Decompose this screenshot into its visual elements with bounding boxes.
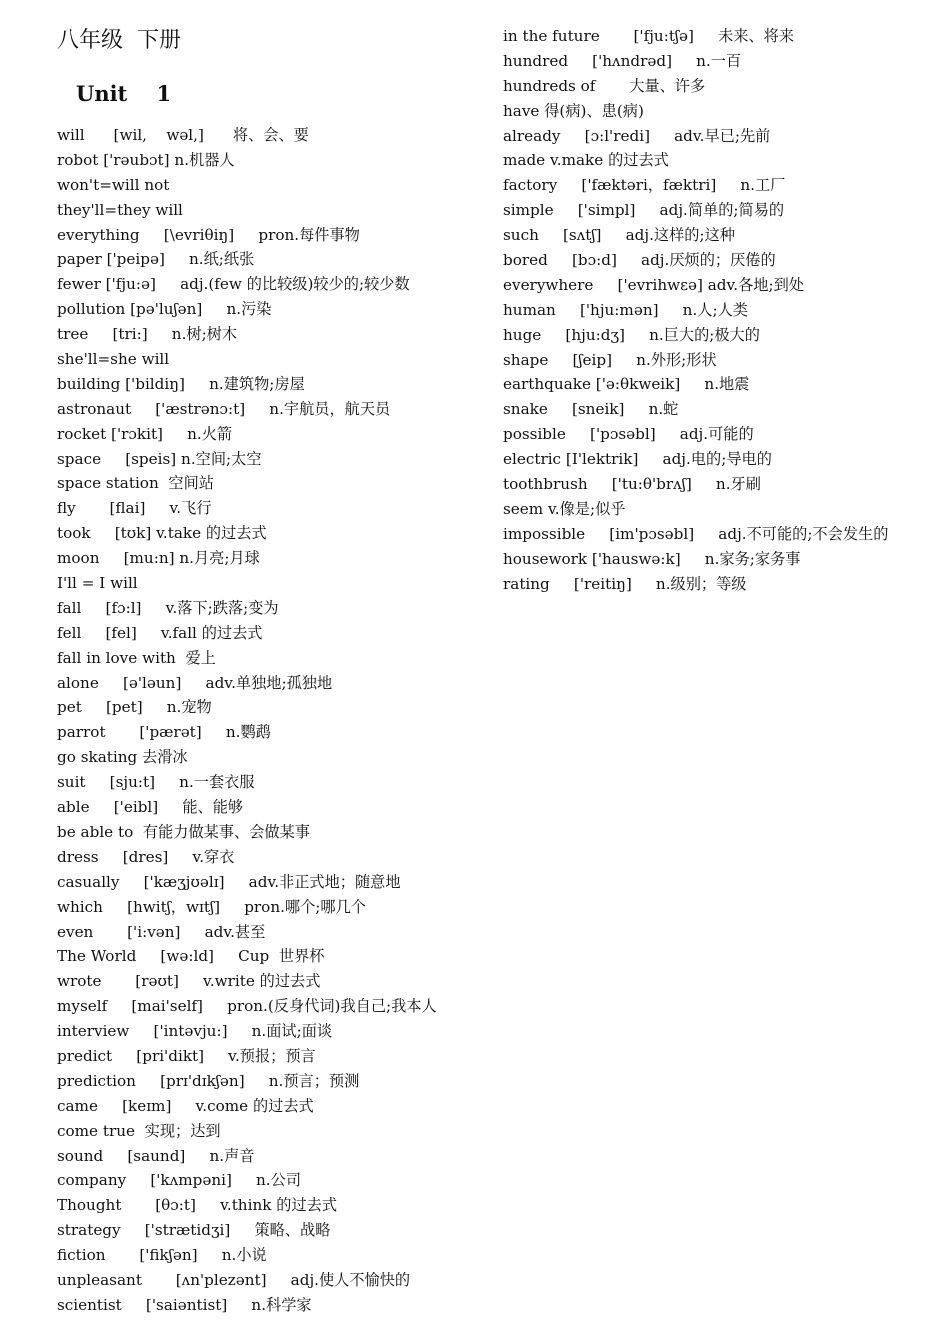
- vocab-entry: will [wil, wəl,] 将、会、要: [57, 126, 309, 144]
- vocab-entry: they'll=they will: [57, 200, 183, 219]
- vocab-entry: fewer ['fju:ə] adj.(few 的比较级)较少的;较少数: [57, 275, 410, 294]
- vocab-entry: tree [tri:] n.树;树木: [57, 325, 238, 344]
- vocab-entry: possible ['pɔsəbl] adj.可能的: [503, 425, 754, 444]
- vocab-entry: Thought [θɔ:t] v.think 的过去式: [57, 1196, 338, 1215]
- vocab-entry: able ['eibl] 能、能够: [57, 798, 244, 817]
- vocab-entry: go skating 去滑冰: [57, 748, 188, 767]
- vocab-entry: fall in love with 爱上: [57, 648, 216, 667]
- vocab-entry: building ['bildiŋ] n.建筑物;房屋: [57, 374, 305, 393]
- vocab-entry: hundreds of 大量、许多: [503, 76, 706, 95]
- vocab-entry: fall [fɔ:l] v.落下;跌落;变为: [57, 598, 279, 617]
- vocab-entry: snake [sneik] n.蛇: [503, 400, 679, 419]
- right-vocab-column: [503, 24, 933, 596]
- vocab-entry: earthquake ['ə:θkweik] n.地震: [503, 375, 750, 394]
- vocab-entry: rocket ['rɔkit] n.火箭: [57, 424, 233, 443]
- vocab-entry: human ['hju:mən] n.人;人类: [503, 300, 748, 319]
- vocab-entry: The World [wə:ld] Cup 世界杯: [57, 947, 325, 966]
- vocab-entry: fell [fel] v.fall 的过去式: [57, 623, 263, 642]
- vocab-entry: seem v.像是;似乎: [503, 499, 626, 518]
- vocab-entry: such [sʌtʃ] adj.这样的;这种: [503, 226, 735, 245]
- vocab-entry: sound [saund] n.声音: [57, 1146, 255, 1165]
- vocab-entry: suit [sju:t] n.一套衣服: [57, 773, 255, 792]
- vocab-entry: bored [bɔ:d] adj.厌烦的；厌倦的: [503, 251, 776, 270]
- vocab-entry: unpleasant [ʌn'plezənt] adj.使人不愉快的: [57, 1270, 411, 1289]
- vocab-entry: predict [pri'dikt] v.预报；预言: [57, 1046, 316, 1065]
- page-title: 八年级 下册: [57, 28, 181, 53]
- vocab-entry: made v.make 的过去式: [503, 151, 669, 170]
- vocab-entry: electric [I'lektrik] adj.电的;导电的: [503, 450, 772, 469]
- vocab-entry: toothbrush ['tu:θ'brʌʃ] n.牙刷: [503, 475, 761, 494]
- vocab-entry: wrote [rəʊt] v.write 的过去式: [57, 972, 321, 991]
- vocab-entry: hundred ['hʌndrəd] n.一百: [503, 51, 742, 70]
- unit-heading: Unit 1: [76, 81, 172, 106]
- vocab-entry: moon [mu:n] n.月亮;月球: [57, 549, 260, 568]
- vocab-entry: paper ['peipə] n.纸;纸张: [57, 250, 255, 269]
- vocab-entry: casually ['kæʒjʊəlɪ] adv.非正式地；随意地: [57, 872, 401, 891]
- vocab-entry: huge [hju:dʒ] n.巨大的;极大的: [503, 325, 760, 344]
- vocab-entry: already [ɔ:l'redi] adv.早已;先前: [503, 126, 771, 145]
- vocab-entry: scientist ['saiəntist] n.科学家: [57, 1295, 312, 1314]
- vocab-entry: everything [\evriθiŋ] pron.每件事物: [57, 225, 360, 244]
- vocab-entry: housework ['hauswə:k] n.家务;家务事: [503, 549, 801, 568]
- vocab-entry: come true 实现；达到: [57, 1121, 221, 1140]
- vocab-entry: company ['kʌmpəni] n.公司: [57, 1171, 302, 1190]
- vocab-entry: dress [dres] v.穿衣: [57, 847, 235, 866]
- vocab-entry: in the future ['fju:tʃə] 未来、将来: [503, 27, 795, 45]
- vocab-entry: fly [flai] v.飞行: [57, 499, 212, 518]
- vocab-entry: came [keɪm] v.come 的过去式: [57, 1096, 314, 1115]
- vocab-entry: won't=will not: [57, 175, 170, 194]
- vocab-entry: took [tʊk] v.take 的过去式: [57, 524, 267, 543]
- vocab-entry: space [speis] n.空间;太空: [57, 449, 262, 468]
- vocab-entry: interview ['intəvju:] n.面试;面谈: [57, 1022, 333, 1041]
- vocab-entry: prediction [prɪ'dɪkʃən] n.预言；预测: [57, 1071, 360, 1090]
- left-vocab-column: [57, 123, 477, 1318]
- vocab-entry: she'll=she will: [57, 350, 170, 369]
- vocab-entry: simple ['simpl] adj.简单的;简易的: [503, 201, 785, 220]
- vocab-entry: rating ['reitiŋ] n.级别；等级: [503, 574, 747, 593]
- vocab-entry: pollution [pə'luʃən] n.污染: [57, 300, 272, 319]
- vocab-entry: alone [ə'ləun] adv.单独地;孤独地: [57, 673, 333, 692]
- vocab-entry: shape [ʃeip] n.外形;形状: [503, 350, 717, 369]
- vocab-entry: space station 空间站: [57, 474, 214, 493]
- vocab-entry: have 得(病)、患(病): [503, 101, 644, 120]
- vocab-entry: even ['i:vən] adv.甚至: [57, 922, 266, 941]
- vocab-entry: be able to 有能力做某事、会做某事: [57, 822, 310, 841]
- vocab-entry: everywhere ['evrihwεə] adv.各地;到处: [503, 275, 804, 294]
- vocab-entry: myself [mai'self] pron.(反身代词)我自己;我本人: [57, 997, 437, 1016]
- vocab-entry: which [hwitʃ，wɪtʃ] pron.哪个;哪几个: [57, 897, 366, 916]
- vocab-entry: factory ['fæktəri，fæktri] n.工厂: [503, 176, 786, 195]
- vocab-entry: astronaut ['æstrənɔ:t] n.宇航员，航天员: [57, 399, 391, 418]
- vocab-entry: parrot ['pærət] n.鹦鹉: [57, 723, 271, 742]
- vocab-entry: fiction ['fikʃən] n.小说: [57, 1246, 267, 1265]
- vocab-entry: pet [pet] n.宠物: [57, 698, 212, 717]
- vocab-entry: strategy ['strætidʒi] 策略、战略: [57, 1221, 331, 1240]
- vocab-entry: impossible [im'pɔsəbl] adj.不可能的;不会发生的: [503, 524, 889, 543]
- vocab-entry: robot ['rəubɔt] n.机器人: [57, 150, 235, 169]
- vocab-entry: I'll = I will: [57, 574, 138, 593]
